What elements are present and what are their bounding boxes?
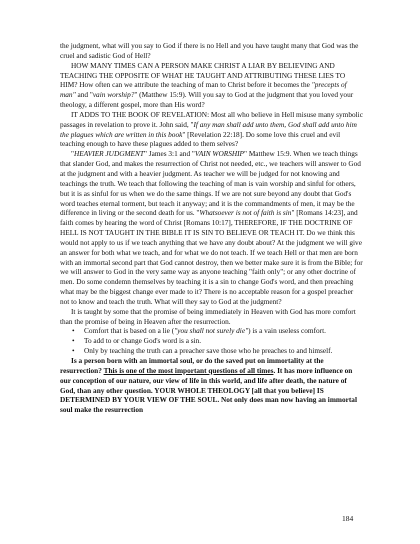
text-run: " [Romans 14:23], and faith comes by hearing the word of Christ [Romans 10:17], THEREFORE, IF THE DOCTRINE OF HELL IS NOT TAUGHT IN THE BIBLE IT IS SIN TO BELIEVE OR TEACH IT. Do we think this would not apply to us if we teach anything that we have any doubt about? At the judgment we will give an answer for both what we teach, and for what we do not teach. If we teach Hell or that men are born with an immortal second part that God cannot destroy, then we better make sure it is from the Bible; for we will answer to God in the very same way as anyone teaching "faith only"; or any other doctrine of men. Do some condemn themselves by teaching it is a sin to change God's word, and then preaching what may be the biggest change ever made to it? There is no acceptable reason for a gospel preacher not to know and teach the truth. What will they say to God at the judgment?: [60, 208, 363, 306]
closing-paragraph: [60, 356, 363, 415]
bullet-item-3: [84, 346, 363, 356]
text-run: To add to or change God's word is a sin.: [84, 336, 202, 346]
text-run: Whatsoever is not of faith is sin: [199, 208, 292, 218]
text-run: " Matthew 15:9. When we teach things that slander God, and makes the resurrection of Christ not needed, etc., we teachers will answer to God at the judgment and with a heavier judgment. As teacher we will be judged for not knowing and teachings the truth. We teach that following the teaching of man is vain worship and sinful for others, but it is as sinful for us when we do the same things. If we are not sure beyond any doubt that God's word teaches eternal torment, but teach it anyway; and it is the commandments of men, it may be the difference in living or the second death for us. ": [60, 149, 361, 218]
text-run: and ": [75, 90, 93, 100]
text-run: ) is a vain useless comfort.: [248, 326, 326, 336]
text-run: HEAVIER JUDGMENT: [73, 149, 144, 159]
text-run: IT ADDS TO THE BOOK OF REVELATION: Most all who believe in Hell misuse many symbolic passages in revelation to prove it. John said, ": [60, 109, 363, 129]
text-run: VAIN WORSHIP: [194, 149, 245, 159]
text-run: "precepts of man": [60, 80, 347, 100]
page-number: 184: [342, 514, 354, 523]
paragraph-5: [60, 307, 363, 327]
text-run: This is one of the most important questions of all times: [103, 365, 274, 375]
paragraph-1: [60, 41, 363, 61]
bullet-item-2: [84, 336, 363, 346]
body-text: [60, 41, 363, 415]
paragraph-3: [60, 110, 363, 149]
bullet-list: [60, 326, 363, 356]
text-run: It is taught by some that the promise of being immediately in Heaven with God has more comfort than the promise of being in Heaven after the resurrection.: [60, 306, 356, 326]
text-run: HOW MANY TIMES CAN A PERSON MAKE CHRIST A LIAR BY BELIEVING AND TEACHING THE OPPOSITE OF WHAT HE TAUGHT AND ATTRIBUTING THESE LIES TO HIM? How often can we attribute the teaching of man to Christ before it becomes the: [60, 60, 346, 90]
text-run: vain worship?: [92, 90, 135, 100]
text-run: " (Matthew 15:9). Will you say to God at the judgment that you loved your theology, a different gospel, more than His word?: [60, 90, 354, 110]
text-run: " James 3:1 and ": [143, 149, 195, 159]
paragraph-2: [60, 61, 363, 110]
text-run: Is a person born with an immortal soul, or do the saved put on immortality at the resurrection?: [60, 356, 324, 375]
text-run: Only by teaching the truth can a preacher save those who he preaches to and himself.: [84, 346, 333, 356]
text-run: " [Revelation 22:18]. Do some love this cruel and evil teaching enough to have these plagues added to them selves?: [60, 129, 341, 149]
text-run: "you shall not surely die": [174, 326, 249, 336]
text-run: . It has more influence on our conception of our nature, our view of life in this world, and life after death, the nature of God, than any other question. YOUR WHOLE THEOLOGY [all that you believe] IS DETERMINED BY YOUR VIEW OF THE SOUL. Not only does man now having an immortal soul make the resurrection: [60, 365, 357, 415]
paragraph-4: [60, 149, 363, 307]
text-run: If any man shall add unto them, God shall add unto him the plagues which are written in this book: [60, 119, 357, 139]
bullet-item-1: [84, 326, 363, 336]
text-run: Comfort that is based on a lie (: [84, 326, 175, 336]
text-run: ": [71, 149, 74, 159]
text-run: the judgment, what will you say to God if there is no Hell and you have taught many that God was the cruel and sadistic God of Hell?: [60, 41, 359, 60]
